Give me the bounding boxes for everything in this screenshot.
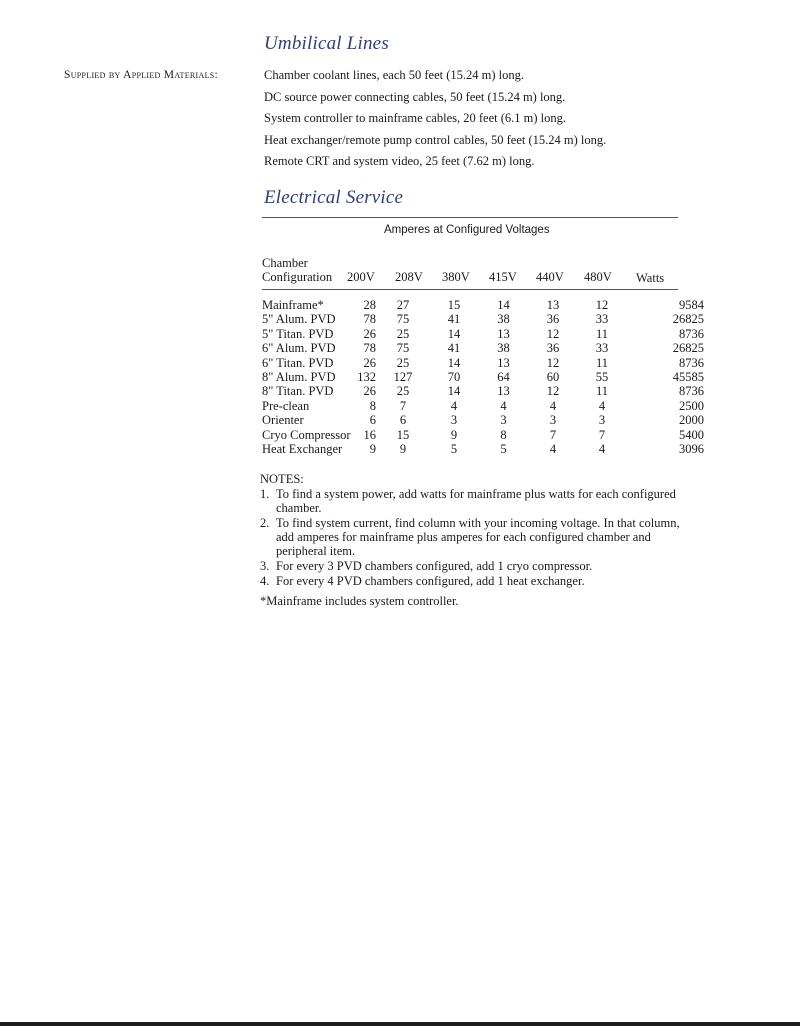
- table-row: [262, 428, 704, 442]
- supplied-by-label: Supplied by Applied Materials:: [64, 69, 219, 81]
- row-name: 8" Alum. PVD: [262, 370, 336, 385]
- table-row: [262, 384, 704, 398]
- table-row: [262, 442, 704, 456]
- note-number: 4.: [260, 574, 270, 588]
- cell-watts: 3096: [679, 442, 704, 457]
- cell-380v: 70: [447, 370, 461, 385]
- table-row: [262, 356, 704, 370]
- row-name: 8" Titan. PVD: [262, 384, 334, 399]
- row-name: 6" Titan. PVD: [262, 355, 334, 370]
- cell-watts: 5400: [679, 427, 704, 442]
- cell-380v: 14: [447, 355, 461, 370]
- cell-200v: 132: [357, 370, 376, 385]
- cell-watts: 26825: [672, 341, 704, 356]
- cell-480v: 4: [598, 398, 606, 413]
- note-number: 2.: [260, 516, 270, 530]
- header-200v: 200V: [347, 270, 375, 284]
- cell-watts: 9584: [679, 298, 704, 312]
- cell-480v: 7: [598, 427, 606, 442]
- cell-480v: 4: [598, 442, 606, 457]
- cell-480v: 12: [595, 298, 609, 312]
- row-name: Pre-clean: [262, 398, 310, 413]
- cell-380v: 5: [450, 442, 458, 457]
- row-name: 5" Titan. PVD: [262, 326, 334, 341]
- umbilical-line-item: System controller to mainframe cables, 20 feet (6.1 m) long.: [264, 111, 566, 125]
- cell-415v: 38: [497, 341, 510, 356]
- umbilical-line-item: Remote CRT and system video, 25 feet (7.62 m) long.: [264, 154, 535, 168]
- cell-200v: 8: [369, 398, 376, 413]
- cell-watts: 2500: [679, 398, 704, 413]
- cell-380v: 41: [447, 341, 461, 356]
- cell-208v: 127: [393, 370, 413, 385]
- umbilical-line-item: Chamber coolant lines, each 50 feet (15.24 m) long.: [264, 68, 524, 82]
- note-item: [260, 574, 680, 588]
- table-row: [262, 370, 704, 384]
- cell-watts: 45585: [672, 370, 704, 385]
- cell-380v: 41: [447, 312, 461, 327]
- cell-440v: 36: [546, 341, 560, 356]
- cell-200v: 16: [363, 427, 376, 442]
- cell-380v: 14: [447, 384, 461, 399]
- note-text: To find a system power, add watts for mainframe plus watts for each configured chamber.: [276, 487, 676, 515]
- mainframe-footnote: *Mainframe includes system controller.: [260, 594, 459, 608]
- cell-watts: 26825: [672, 312, 704, 327]
- cell-415v: 13: [497, 384, 510, 399]
- row-name: Cryo Compressor: [262, 427, 351, 442]
- cell-415v: 3: [500, 413, 507, 428]
- cell-440v: 7: [549, 427, 557, 442]
- cell-480v: 33: [595, 312, 609, 327]
- cell-208v: 7: [399, 398, 407, 413]
- cell-watts: 2000: [679, 413, 704, 428]
- cell-380v: 3: [450, 413, 458, 428]
- cell-208v: 27: [396, 298, 410, 312]
- note-item: [260, 516, 680, 558]
- cell-415v: 13: [497, 355, 510, 370]
- cell-480v: 55: [595, 370, 609, 385]
- umbilical-lines-heading: Umbilical Lines: [264, 33, 389, 54]
- notes-title: NOTES:: [260, 472, 304, 486]
- note-number: 3.: [260, 559, 270, 573]
- cell-480v: 11: [595, 355, 609, 370]
- cell-watts: 8736: [679, 384, 704, 399]
- cell-200v: 6: [369, 413, 376, 428]
- electrical-table: [262, 298, 704, 456]
- header-208v: 208V: [395, 270, 423, 284]
- table-row: [262, 413, 704, 427]
- cell-480v: 11: [595, 384, 609, 399]
- umbilical-line-item: DC source power connecting cables, 50 feet (15.24 m) long.: [264, 89, 566, 104]
- header-watts: Watts: [636, 271, 665, 285]
- cell-440v: 13: [546, 298, 560, 312]
- row-name: Orienter: [262, 413, 304, 428]
- note-text: To find system current, find column with your incoming voltage. In that column, add amperes for mainframe plus amperes for each configured chamber and peripheral item.: [276, 516, 680, 558]
- page-bottom-rule: [0, 1022, 800, 1026]
- cell-415v: 5: [500, 442, 507, 457]
- note-text: For every 3 PVD chambers configured, add 1 cryo compressor.: [276, 559, 593, 573]
- cell-208v: 15: [396, 427, 410, 442]
- umbilical-line-item: Heat exchanger/remote pump control cables, 50 feet (15.24 m) long.: [264, 132, 607, 147]
- note-item: [260, 559, 680, 573]
- amperes-caption: Amperes at Configured Voltages: [384, 224, 550, 236]
- header-480v: 480V: [584, 270, 612, 284]
- row-name: Mainframe*: [262, 298, 324, 312]
- header-configuration: Configuration: [262, 270, 333, 284]
- header-380v: 380V: [442, 270, 470, 284]
- cell-208v: 9: [399, 442, 407, 457]
- cell-208v: 6: [399, 413, 407, 428]
- cell-440v: 60: [546, 370, 560, 385]
- cell-208v: 25: [396, 384, 410, 399]
- cell-415v: 64: [497, 370, 510, 385]
- header-chamber: Chamber: [262, 256, 308, 270]
- cell-440v: 12: [546, 355, 560, 370]
- electrical-service-heading: Electrical Service: [264, 187, 404, 208]
- notes-list: [260, 487, 680, 588]
- table-row: [262, 298, 704, 312]
- row-name: 6" Alum. PVD: [262, 341, 336, 356]
- cell-200v: 28: [363, 298, 376, 312]
- umbilical-lines-list: [264, 68, 606, 176]
- cell-200v: 78: [363, 341, 376, 356]
- section-divider: [262, 217, 678, 218]
- cell-200v: 26: [363, 355, 376, 370]
- cell-watts: 8736: [679, 326, 704, 341]
- cell-415v: 38: [497, 312, 510, 327]
- cell-480v: 33: [595, 341, 609, 356]
- header-415v: 415V: [489, 270, 517, 284]
- cell-watts: 8736: [679, 355, 704, 370]
- cell-480v: 11: [595, 326, 609, 341]
- cell-440v: 12: [546, 384, 560, 399]
- row-name: 5" Alum. PVD: [262, 312, 336, 327]
- cell-415v: 14: [497, 298, 510, 312]
- note-number: 1.: [260, 487, 270, 501]
- cell-200v: 9: [369, 442, 376, 457]
- note-item: [260, 487, 680, 515]
- header-440v: 440V: [536, 270, 564, 284]
- cell-440v: 4: [549, 442, 557, 457]
- cell-380v: 4: [450, 398, 458, 413]
- table-row: [262, 327, 704, 341]
- cell-440v: 36: [546, 312, 560, 327]
- table-row: [262, 341, 704, 355]
- cell-440v: 12: [546, 326, 560, 341]
- table-row: [262, 312, 704, 326]
- cell-415v: 8: [500, 427, 507, 442]
- cell-415v: 4: [500, 398, 507, 413]
- cell-440v: 4: [549, 398, 557, 413]
- cell-208v: 75: [396, 341, 410, 356]
- cell-200v: 26: [363, 384, 376, 399]
- cell-200v: 78: [363, 312, 376, 327]
- cell-380v: 14: [447, 326, 461, 341]
- cell-200v: 26: [363, 326, 376, 341]
- row-name: Heat Exchanger: [262, 442, 343, 457]
- cell-415v: 13: [497, 326, 510, 341]
- cell-208v: 25: [396, 326, 410, 341]
- table-row: [262, 399, 704, 413]
- notes-section: [260, 472, 680, 608]
- cell-380v: 9: [450, 427, 458, 442]
- cell-440v: 3: [549, 413, 557, 428]
- header-divider: [262, 289, 678, 290]
- cell-208v: 75: [396, 312, 410, 327]
- note-text: For every 4 PVD chambers configured, add 1 heat exchanger.: [276, 574, 585, 588]
- cell-480v: 3: [598, 413, 606, 428]
- cell-208v: 25: [396, 355, 410, 370]
- cell-380v: 15: [447, 298, 461, 312]
